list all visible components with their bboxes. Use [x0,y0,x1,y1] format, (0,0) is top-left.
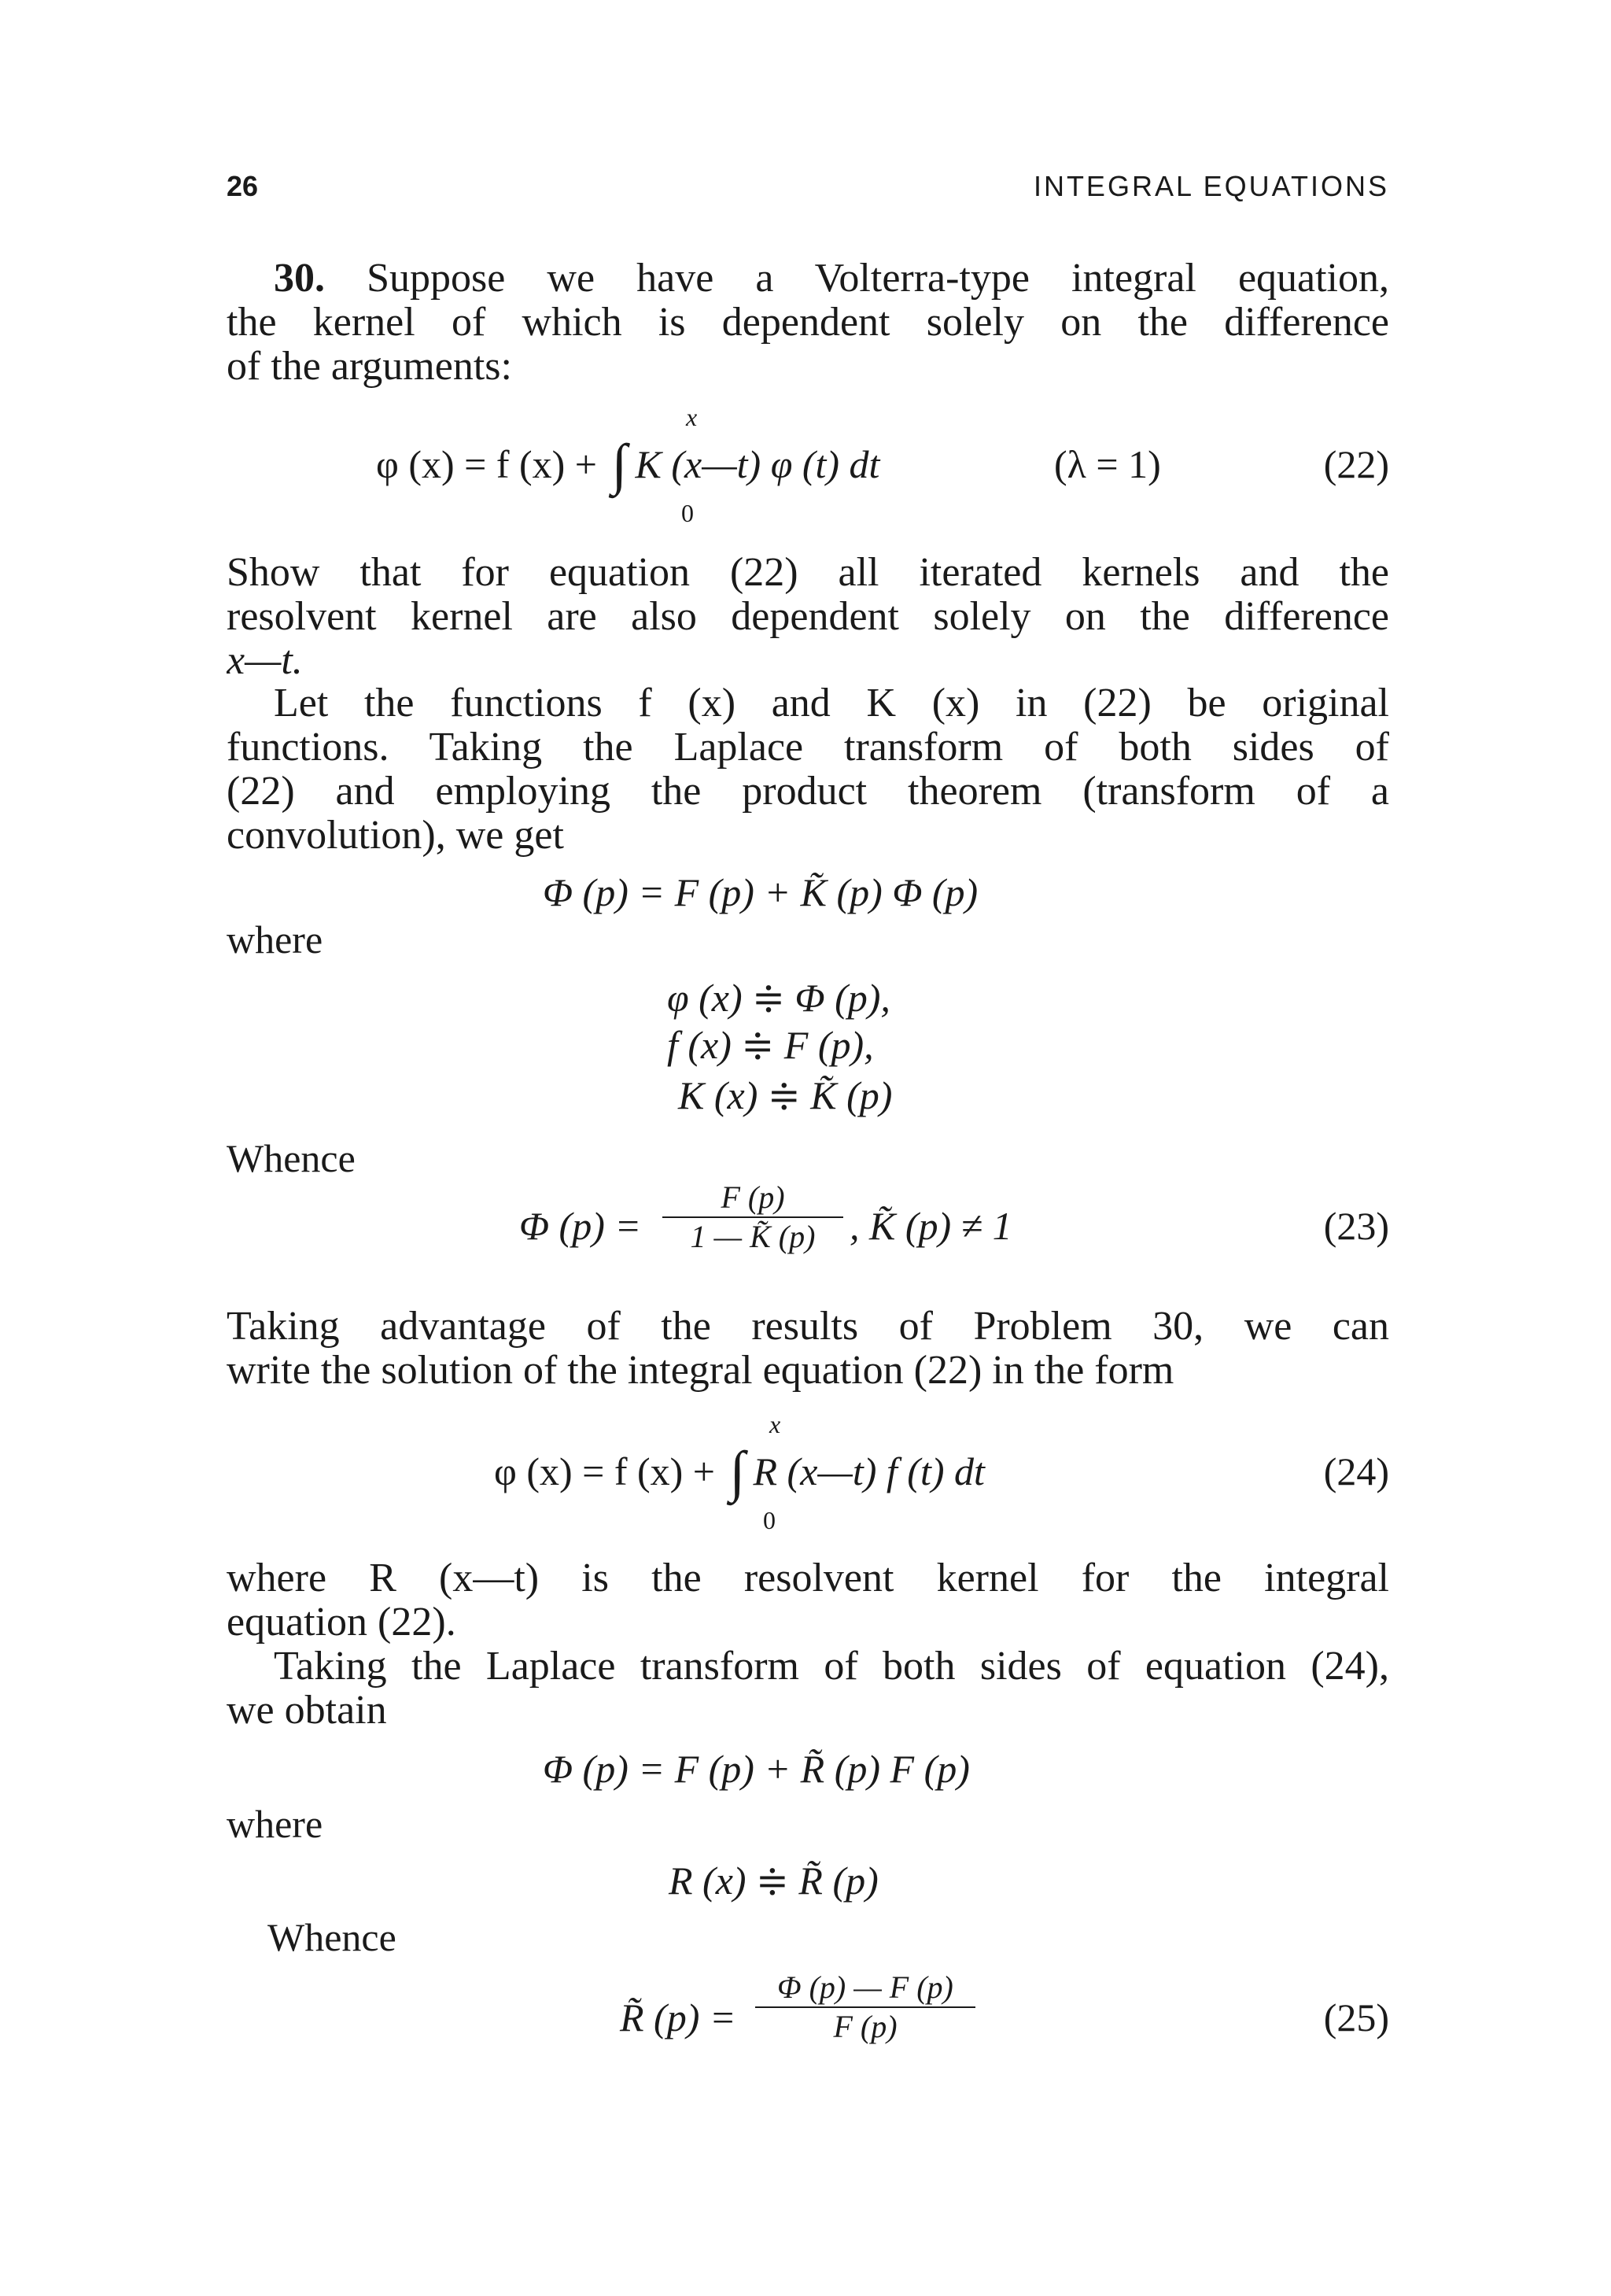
fraction-numerator: Φ (p) — F (p) [777,1969,953,2005]
equation-23-lhs: Φ (p) = [519,1204,642,1248]
text-line: the kernel of which is dependent solely on the difference [227,301,1389,345]
whence-label: Whence [267,1915,396,1959]
text-line: where R (x—t) is the resolvent kernel for the integral [227,1556,1389,1600]
correspondence-line: f (x) ≑ F (p), [667,1023,874,1067]
text-paragraph [227,681,1389,858]
fraction [755,1970,975,2044]
equation-tag: (25) [1323,1995,1389,2039]
integral-sign: ∫ [611,433,628,496]
transform-equation: Φ (p) = F (p) + K̃ (p) Φ (p) [543,870,979,914]
text-paragraph [227,1305,1389,1393]
transform-equation: Φ (p) = F (p) + R̃ (p) F (p) [543,1747,970,1791]
text-line: Let the functions f (x) and K (x) in (22) be original [274,681,1389,725]
fraction-denominator: F (p) [833,2009,898,2044]
equation-tag: (24) [1323,1449,1389,1493]
text-line: Taking the Laplace transform of both sides of equation (24), [274,1644,1389,1689]
text-line: Taking advantage of the results of Problem 30, we can [227,1305,1389,1349]
problem-number: 30. [274,257,325,301]
text-line: (22) and employing the product theorem (transform of a [227,770,1389,814]
integral-upper-limit: x [769,1410,781,1438]
text-line: write the solution of the integral equation (22) in the form [227,1349,1174,1393]
integral-lower-limit: 0 [763,1506,776,1534]
fraction-bar [755,2006,975,2008]
page-number: 26 [227,170,259,202]
problem-paragraph [227,257,1389,389]
integral-lower-limit: 0 [681,499,694,527]
equation-tag: (23) [1323,1204,1389,1248]
text-line: of the arguments: [227,345,512,389]
text-line: Show that for equation (22) all iterated kernels and the [227,551,1389,595]
text-line: x—t. [227,639,303,683]
fraction [662,1180,843,1254]
equation-22: φ (x) = f (x) + ∫ K (x—t) φ (t) dt [376,433,880,496]
fraction-denominator: 1 — K̃ (p) [690,1219,816,1254]
text-line: we obtain [227,1689,387,1733]
text-line: equation (22). [227,1600,456,1644]
equation-25-lhs: R̃ (p) = [620,1995,736,2039]
text-paragraph [227,1644,1389,1733]
fraction-numerator: F (p) [721,1179,785,1215]
correspondence-line: R (x) ≑ R̃ (p) [669,1859,879,1903]
running-header: INTEGRAL EQUATIONS [1033,170,1389,202]
correspondence-line: φ (x) ≑ Φ (p), [667,976,890,1020]
text-line: 30. Suppose we have a Volterra-type integral equation, [274,257,1389,301]
whence-label: Whence [227,1136,356,1180]
equation-condition: (λ = 1) [1054,442,1161,486]
text-line: functions. Taking the Laplace transform of both sides of [227,725,1389,770]
integral-upper-limit: x [686,403,698,431]
text-line: resolvent kernel are also dependent solely on the difference [227,595,1389,639]
correspondence-line: K (x) ≑ K̃ (p) [678,1073,893,1117]
fraction-bar [662,1216,843,1218]
where-label: where [227,1802,323,1846]
equation-condition: , K̃ (p) ≠ 1 [850,1204,1012,1248]
equation-24: φ (x) = f (x) + ∫ R (x—t) f (t) dt [494,1440,985,1503]
where-label: where [227,917,323,962]
integral-sign: ∫ [729,1440,746,1503]
text-paragraph [227,551,1389,683]
equation-tag: (22) [1323,442,1389,486]
text-line: convolution), we get [227,814,564,858]
text-paragraph [227,1556,1389,1644]
